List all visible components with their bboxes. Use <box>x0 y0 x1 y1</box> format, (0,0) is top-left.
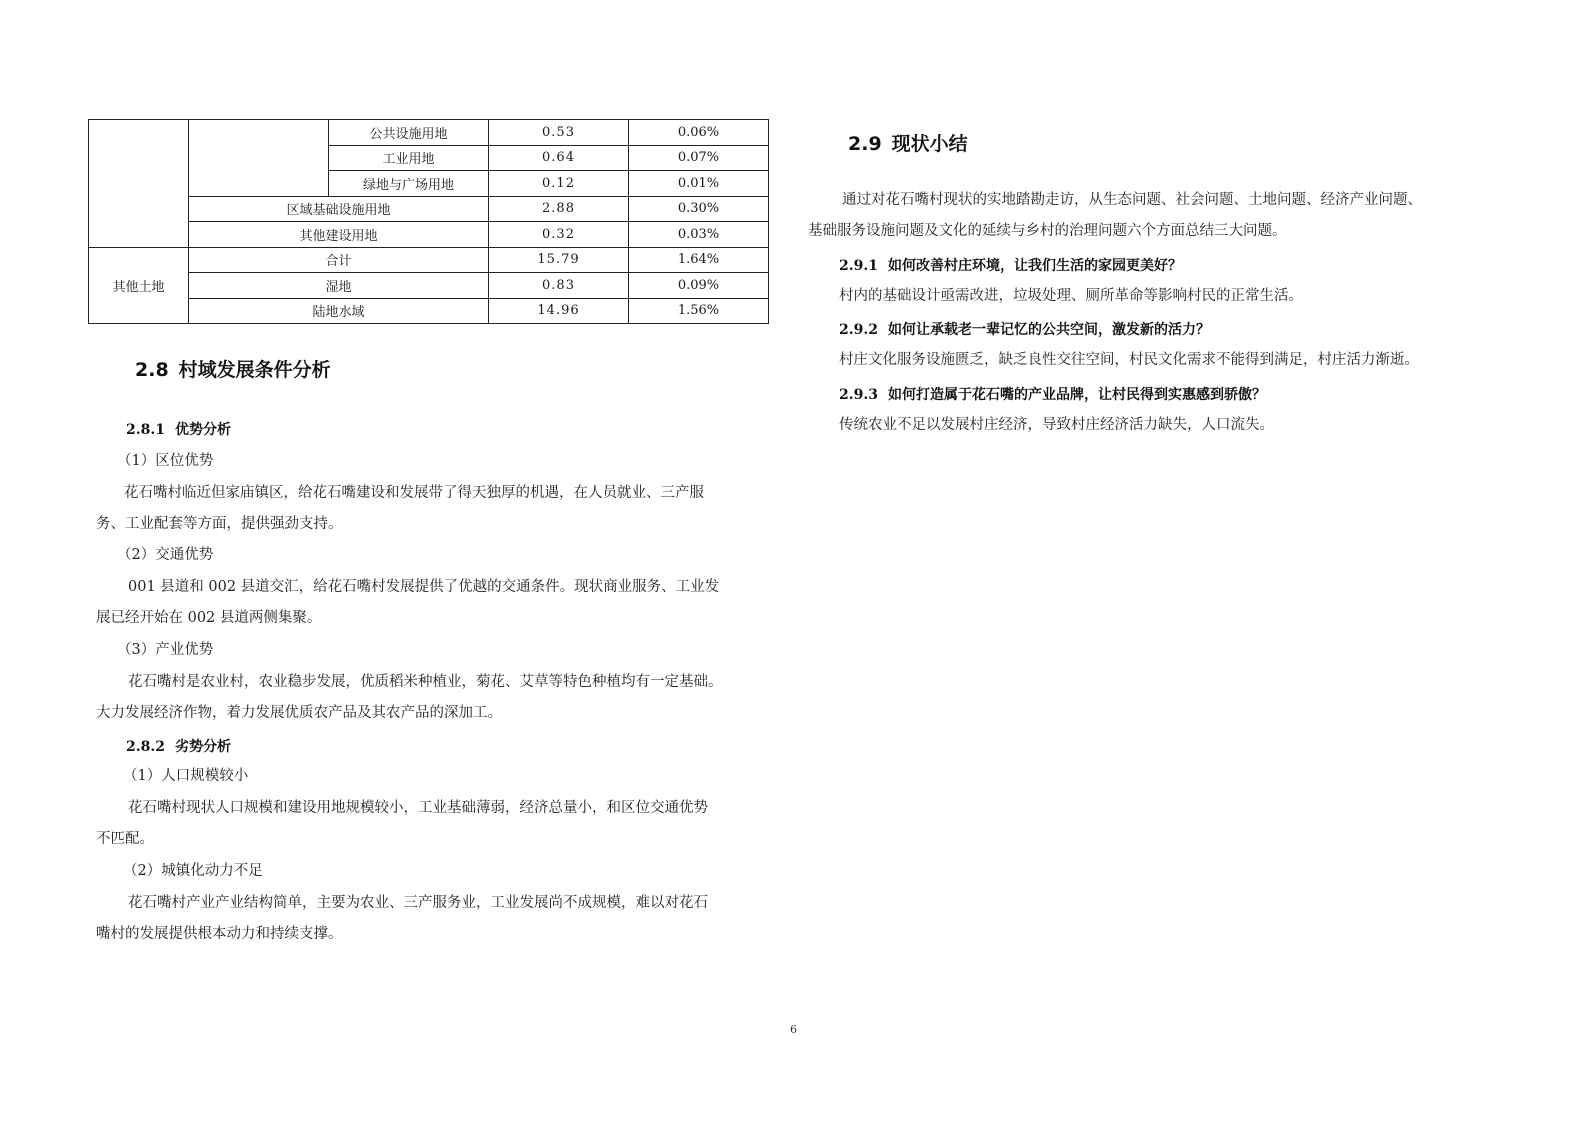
section-heading: 2.8 村域发展条件分析 <box>135 359 331 381</box>
table-cell: 0.09% <box>629 273 769 299</box>
table-cell <box>89 120 189 248</box>
paragraph-line: 通过对花石嘴村现状的实地踏勘走访，从生态问题、社会问题、土地问题、经济产业问题、 <box>842 192 1422 208</box>
table-cell: 公共设施用地 <box>329 120 489 146</box>
table-row <box>89 298 769 324</box>
item-label: （2）交通优势 <box>117 547 214 563</box>
table-cell: 0.53 <box>489 120 629 146</box>
paragraph-line: 花石嘴村产业产业结构简单，主要为农业、三产服务业，工业发展尚不成规模，难以对花石 <box>128 895 708 911</box>
subsection-heading: 2.8.1 优势分析 <box>126 422 231 438</box>
table-cell: 1.56% <box>629 298 769 324</box>
table-cell: 14.96 <box>489 298 629 324</box>
paragraph-line: 大力发展经济作物，着力发展优质农产品及其农产品的深加工。 <box>96 705 502 721</box>
table-cell <box>189 120 329 197</box>
paragraph-line: 001 县道和 002 县道交汇，给花石嘴村发展提供了优越的交通条件。现状商业服务、工业发 <box>128 579 720 595</box>
table-row <box>89 222 769 248</box>
table-cell: 0.83 <box>489 273 629 299</box>
paragraph-line: 花石嘴村是农业村，农业稳步发展，优质稻米种植业，菊花、艾草等特色种植均有一定基础。 <box>128 674 723 690</box>
table-cell: 其他土地 <box>89 247 189 324</box>
item-label: （2）城镇化动力不足 <box>123 863 263 879</box>
table-cell: 0.64 <box>489 145 629 171</box>
table-row <box>89 196 769 222</box>
table-cell: 0.01% <box>629 171 769 197</box>
paragraph-line: 花石嘴村临近但家庙镇区，给花石嘴建设和发展带了得天独厚的机遇，在人员就业、三产服 <box>124 485 704 501</box>
table-cell: 湿地 <box>189 273 489 299</box>
table-cell: 区域基础设施用地 <box>189 196 489 222</box>
section-heading: 2.9 现状小结 <box>848 133 968 155</box>
table-cell: 0.03% <box>629 222 769 248</box>
table-row <box>89 247 769 273</box>
table-cell: 1.64% <box>629 247 769 273</box>
table-row <box>89 120 769 146</box>
table-cell: 0.30% <box>629 196 769 222</box>
table-cell: 其他建设用地 <box>189 222 489 248</box>
paragraph-line: 村内的基础设计亟需改进，垃圾处理、厕所革命等影响村民的正常生活。 <box>839 288 1303 304</box>
table-cell: 合计 <box>189 247 489 273</box>
land-use-table <box>88 119 769 324</box>
paragraph-line: 展已经开始在 002 县道两侧集聚。 <box>96 610 322 626</box>
subsection-heading: 2.9.3 如何打造属于花石嘴的产业品牌，让村民得到实惠感到骄傲？ <box>839 387 1266 403</box>
paragraph-line: 村庄文化服务设施匮乏，缺乏良性交往空间，村民文化需求不能得到满足，村庄活力渐逝。 <box>839 352 1419 368</box>
subsection-heading: 2.8.2 劣势分析 <box>126 739 231 755</box>
table-cell: 15.79 <box>489 247 629 273</box>
paragraph-line: 基础服务设施问题及文化的延续与乡村的治理问题六个方面总结三大问题。 <box>808 223 1287 239</box>
item-label: （3）产业优势 <box>117 642 214 658</box>
paragraph-line: 传统农业不足以发展村庄经济，导致村庄经济活力缺失，人口流失。 <box>839 417 1274 433</box>
table-cell: 0.06% <box>629 120 769 146</box>
subsection-heading: 2.9.2 如何让承载老一辈记忆的公共空间，激发新的活力？ <box>839 322 1210 338</box>
paragraph-line: 嘴村的发展提供根本动力和持续支撑。 <box>96 926 343 942</box>
table-cell: 绿地与广场用地 <box>329 171 489 197</box>
table-cell: 工业用地 <box>329 145 489 171</box>
paragraph-line: 花石嘴村现状人口规模和建设用地规模较小，工业基础薄弱，经济总量小，和区位交通优势 <box>128 800 708 816</box>
table-cell: 0.07% <box>629 145 769 171</box>
table-cell: 0.32 <box>489 222 629 248</box>
table-row <box>89 273 769 299</box>
table-cell: 陆地水域 <box>189 298 489 324</box>
subsection-heading: 2.9.1 如何改善村庄环境，让我们生活的家园更美好？ <box>839 258 1182 274</box>
page-number: 6 <box>790 1023 797 1036</box>
paragraph-line: 不匹配。 <box>96 831 154 847</box>
item-label: （1）区位优势 <box>117 453 214 469</box>
table-cell: 2.88 <box>489 196 629 222</box>
table-cell: 0.12 <box>489 171 629 197</box>
item-label: （1）人口规模较小 <box>123 768 249 784</box>
paragraph-line: 务、工业配套等方面，提供强劲支持。 <box>96 516 343 532</box>
